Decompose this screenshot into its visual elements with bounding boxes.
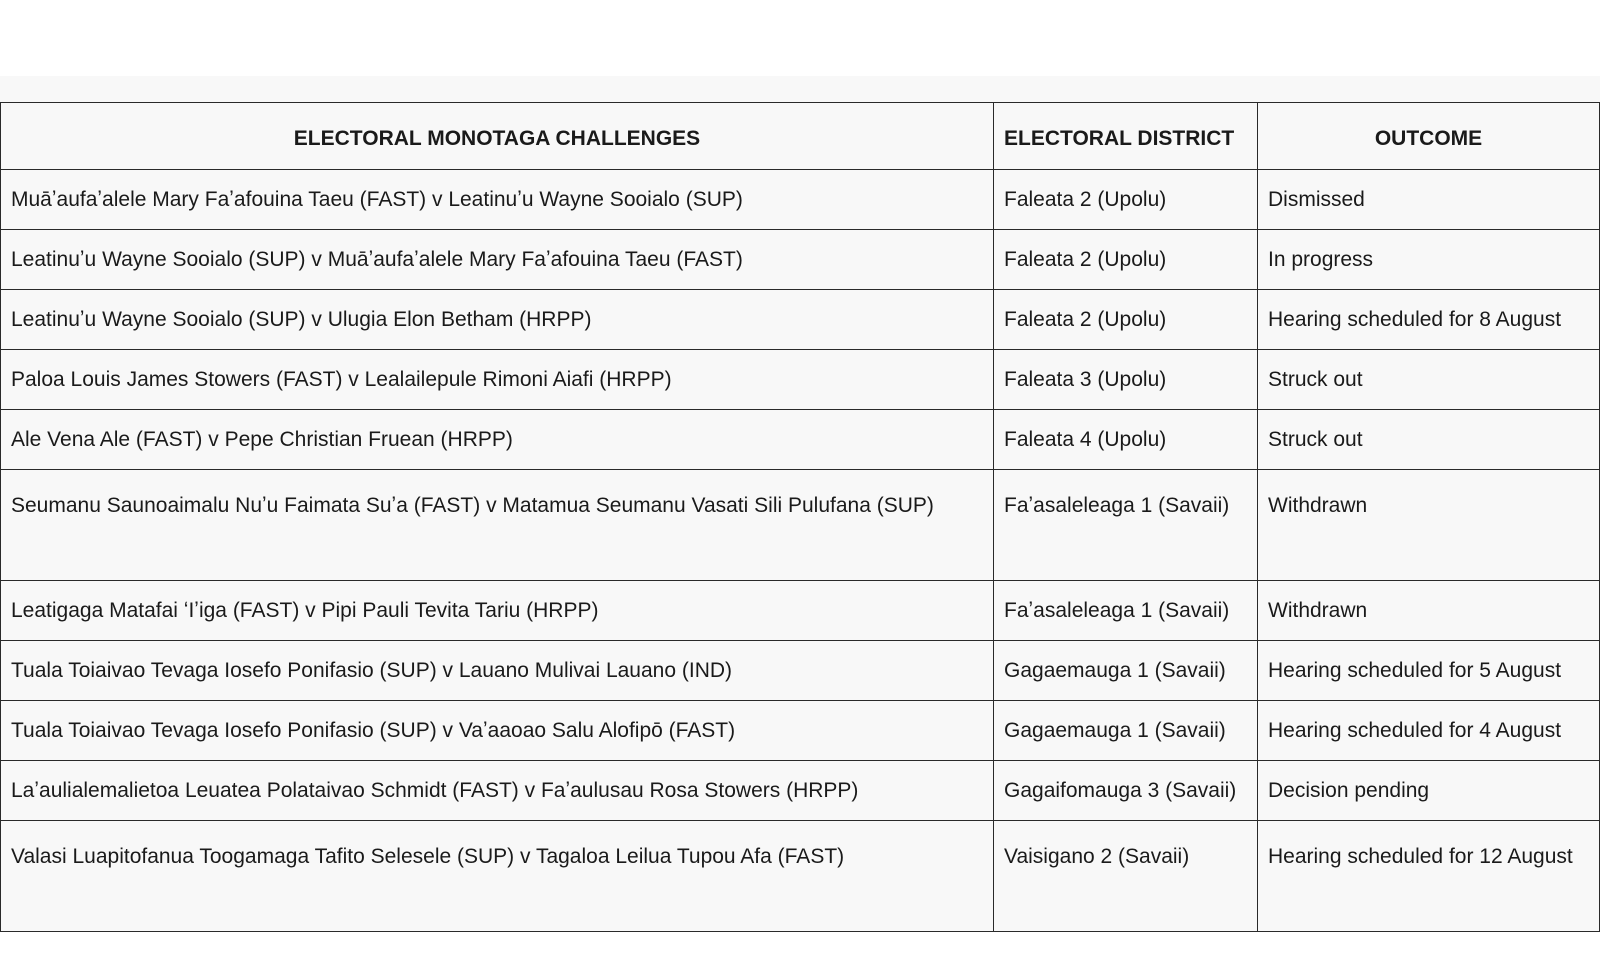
outcome-cell: Dismissed bbox=[1258, 170, 1600, 230]
table-row bbox=[1, 470, 1600, 581]
challenges-table bbox=[0, 102, 1600, 932]
outcome-cell: Hearing scheduled for 8 August bbox=[1258, 290, 1600, 350]
outcome-cell: Withdrawn bbox=[1258, 470, 1600, 581]
outcome-cell: Withdrawn bbox=[1258, 581, 1600, 641]
district-cell: Gagaemauga 1 (Savaii) bbox=[994, 641, 1258, 701]
header-district: ELECTORAL DISTRICT bbox=[994, 103, 1258, 170]
table-row bbox=[1, 581, 1600, 641]
header-case: ELECTORAL MONOTAGA CHALLENGES bbox=[1, 103, 994, 170]
district-cell: Faleata 4 (Upolu) bbox=[994, 410, 1258, 470]
district-cell: Vaisigano 2 (Savaii) bbox=[994, 821, 1258, 932]
table-row bbox=[1, 350, 1600, 410]
table-row bbox=[1, 821, 1600, 932]
table-row bbox=[1, 641, 1600, 701]
case-cell: Ale Vena Ale (FAST) v Pepe Christian Fruean (HRPP) bbox=[1, 410, 994, 470]
table-row bbox=[1, 170, 1600, 230]
district-cell: Faleata 2 (Upolu) bbox=[994, 170, 1258, 230]
case-cell: Valasi Luapitofanua Toogamaga Tafito Selesele (SUP) v Tagaloa Leilua Tupou Afa (FAST) bbox=[1, 821, 994, 932]
outcome-cell: Hearing scheduled for 4 August bbox=[1258, 701, 1600, 761]
district-cell: Faleata 3 (Upolu) bbox=[994, 350, 1258, 410]
table-row bbox=[1, 761, 1600, 821]
district-cell: Gagaemauga 1 (Savaii) bbox=[994, 701, 1258, 761]
outcome-cell: Struck out bbox=[1258, 350, 1600, 410]
case-cell: Tuala Toiaivao Tevaga Iosefo Ponifasio (SUP) v Lauano Mulivai Lauano (IND) bbox=[1, 641, 994, 701]
district-cell: Faʼasaleleaga 1 (Savaii) bbox=[994, 581, 1258, 641]
district-cell: Faleata 2 (Upolu) bbox=[994, 290, 1258, 350]
table-row bbox=[1, 290, 1600, 350]
case-cell: Tuala Toiaivao Tevaga Iosefo Ponifasio (SUP) v Vaʼaaoao Salu Alofipō (FAST) bbox=[1, 701, 994, 761]
outcome-cell: Hearing scheduled for 5 August bbox=[1258, 641, 1600, 701]
outcome-cell: Struck out bbox=[1258, 410, 1600, 470]
case-cell: Paloa Louis James Stowers (FAST) v Lealailepule Rimoni Aiafi (HRPP) bbox=[1, 350, 994, 410]
case-cell: Muāʼaufaʼalele Mary Faʼafouina Taeu (FAST) v Leatinuʼu Wayne Sooialo (SUP) bbox=[1, 170, 994, 230]
case-cell: Seumanu Saunoaimalu Nuʼu Faimata Suʼa (FAST) v Matamua Seumanu Vasati Sili Pulufana (SUP) bbox=[1, 470, 994, 581]
case-cell: Leatinuʼu Wayne Sooialo (SUP) v Ulugia Elon Betham (HRPP) bbox=[1, 290, 994, 350]
outcome-cell: In progress bbox=[1258, 230, 1600, 290]
outcome-cell: Decision pending bbox=[1258, 761, 1600, 821]
case-cell: Leatigaga Matafai ʻIʼiga (FAST) v Pipi Pauli Tevita Tariu (HRPP) bbox=[1, 581, 994, 641]
table-row bbox=[1, 230, 1600, 290]
outcome-cell: Hearing scheduled for 12 August bbox=[1258, 821, 1600, 932]
case-cell: Laʼaulialemalietoa Leuatea Polataivao Schmidt (FAST) v Faʼaulusau Rosa Stowers (HRPP) bbox=[1, 761, 994, 821]
table-row bbox=[1, 410, 1600, 470]
district-cell: Faʼasaleleaga 1 (Savaii) bbox=[994, 470, 1258, 581]
header-row bbox=[1, 103, 1600, 170]
case-cell: Leatinuʼu Wayne Sooialo (SUP) v Muāʼaufaʼalele Mary Faʼafouina Taeu (FAST) bbox=[1, 230, 994, 290]
header-outcome: OUTCOME bbox=[1258, 103, 1600, 170]
table-row bbox=[1, 701, 1600, 761]
district-cell: Faleata 2 (Upolu) bbox=[994, 230, 1258, 290]
district-cell: Gagaifomauga 3 (Savaii) bbox=[994, 761, 1258, 821]
